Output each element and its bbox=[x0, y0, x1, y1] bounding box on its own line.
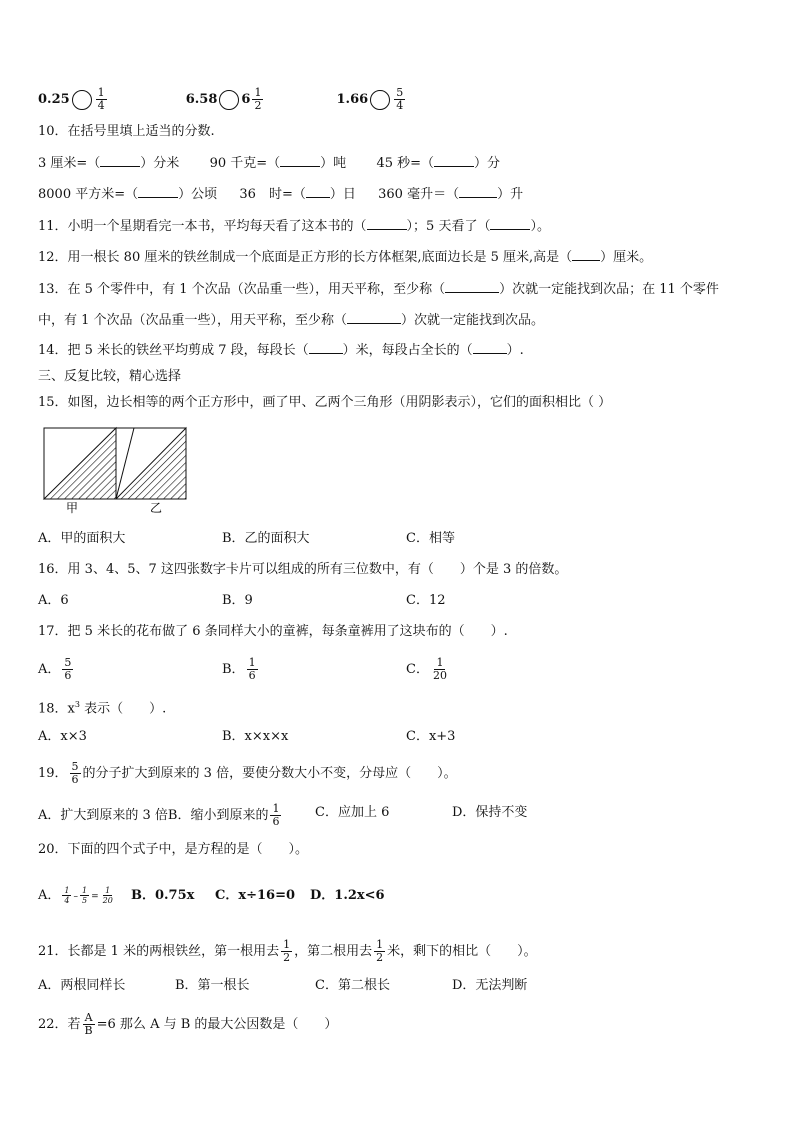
compare-a-left: 0.25 bbox=[38, 92, 70, 107]
compare-c-left: 1.66 bbox=[336, 92, 369, 107]
q10-row2: 8000 平方米=（ ）公顷 36 时=（ ）日 360 毫升＝（ ）升 bbox=[38, 187, 524, 202]
q16-stem: 16．用 3、4、5、7 这四张数字卡片可以组成的所有三位数中，有（ ）个是 3 的倍数。 bbox=[38, 562, 568, 577]
q13-line1: 13．在 5 个零件中，有 1 个次品（次品重一些），用天平称，至少称（ ）次就一定能找到次品；在 11 个零件 bbox=[38, 282, 719, 297]
triangle-yi bbox=[116, 428, 186, 499]
q10-stem: 10．在括号里填上适当的分数. bbox=[38, 124, 215, 139]
compare-row: 0.25 $\frac{1}{4}$ 6.58 6 $\frac{1}{2}$ 1.66 $\frac{5}{4}$ bbox=[38, 86, 404, 112]
q21-option-d[interactable]: D．无法判断 bbox=[452, 978, 528, 993]
compare-circle-a[interactable] bbox=[72, 90, 92, 110]
q20-option-a[interactable]: A． $\frac{1}{4}$ – $\frac{1}{5}$ = $\frac{1}{20}$ bbox=[38, 886, 113, 905]
q16-option-c[interactable]: C．12 bbox=[406, 593, 446, 608]
label-jia: 甲 bbox=[66, 501, 79, 515]
answer-blank[interactable] bbox=[473, 341, 507, 354]
q18-option-b[interactable]: B．x×x×x bbox=[222, 729, 289, 744]
q16-option-a[interactable]: A．6 bbox=[38, 593, 69, 608]
q15-option-a[interactable]: A．甲的面积大 bbox=[38, 531, 126, 546]
q19-option-c[interactable]: C．应加上 6 bbox=[315, 805, 390, 820]
q14: 14．把 5 米长的铁丝平均剪成 7 段，每段长（ ）米，每段占全长的（ ）. bbox=[38, 343, 524, 358]
q20-option-c[interactable]: C．x÷16=0 bbox=[215, 888, 296, 903]
q21-option-a[interactable]: A．两根同样长 bbox=[38, 978, 126, 993]
q10-row1: 3 厘米=（ ）分米 90 千克=（ ）吨 45 秒=（ ）分 bbox=[38, 156, 501, 171]
q19-option-d[interactable]: D．保持不变 bbox=[452, 805, 528, 820]
answer-blank[interactable] bbox=[138, 185, 178, 198]
q17-option-a[interactable]: A． $\frac{5}{6}$ bbox=[38, 656, 72, 682]
q21-option-b[interactable]: B．第一根长 bbox=[175, 978, 250, 993]
q15-option-c[interactable]: C．相等 bbox=[406, 531, 455, 546]
q11: 11．小明一个星期看完一本书，平均每天看了这本书的（ ）；5 天看了（ ）。 bbox=[38, 219, 550, 234]
answer-blank[interactable] bbox=[306, 185, 330, 198]
q19-stem: 19． $\frac{5}{6}$ 的分子扩大到原来的 3 倍，要使分数大小不变，分母应（ ）。 bbox=[38, 760, 457, 786]
compare-circle-b[interactable] bbox=[219, 90, 239, 110]
answer-blank[interactable] bbox=[445, 280, 499, 293]
compare-b-left: 6.58 bbox=[185, 92, 218, 107]
answer-blank[interactable] bbox=[280, 154, 320, 167]
q18-option-c[interactable]: C．x+3 bbox=[406, 729, 456, 744]
q22-stem: 22．若 $\frac{A}{B}$ =6 那么 A 与 B 的最大公因数是（ ） bbox=[38, 1011, 338, 1037]
q16-option-b[interactable]: B．9 bbox=[222, 593, 253, 608]
answer-blank[interactable] bbox=[347, 311, 401, 324]
q15-figure bbox=[40, 424, 190, 516]
answer-blank[interactable] bbox=[100, 154, 140, 167]
q21-option-c[interactable]: C．第二根长 bbox=[315, 978, 390, 993]
q17-option-b[interactable]: B． $\frac{1}{6}$ bbox=[222, 656, 256, 682]
q17-stem: 17．把 5 米长的花布做了 6 条同样大小的童裤，每条童裤用了这块布的（ ）. bbox=[38, 624, 508, 639]
section-heading: 三、反复比较，精心选择 bbox=[38, 369, 182, 384]
q21-stem: 21．长都是 1 米的两根铁丝，第一根用去 $\frac{1}{2}$ ，第二根用去 $\frac{1}{2}$ 米，剩下的相比（ ）。 bbox=[38, 938, 537, 964]
answer-blank[interactable] bbox=[459, 185, 497, 198]
q20-option-d[interactable]: D．1.2x<6 bbox=[310, 888, 385, 903]
q12: 12．用一根长 80 厘米的铁丝制成一个底面是正方形的长方体框架,底面边长是 5 厘米,高是（ ）厘米。 bbox=[38, 250, 653, 265]
q20-option-b[interactable]: B．0.75x bbox=[131, 888, 195, 903]
q18-option-a[interactable]: A．x×3 bbox=[38, 729, 87, 744]
compare-circle-c[interactable] bbox=[370, 90, 390, 110]
q17-option-c[interactable]: C． $\frac{1}{20}$ bbox=[406, 656, 447, 682]
answer-blank[interactable] bbox=[309, 341, 343, 354]
q18-stem: 18．$x^3$ 表示（ ）. bbox=[38, 700, 167, 717]
answer-blank[interactable] bbox=[434, 154, 474, 167]
q13-line2: 中，有 1 个次品（次品重一些），用天平称，至少称（ ）次就一定能找到次品。 bbox=[38, 313, 545, 328]
answer-blank[interactable] bbox=[572, 248, 600, 261]
answer-blank[interactable] bbox=[490, 217, 530, 230]
q19-option-ab[interactable]: A．扩大到原来的 3 倍B．缩小到原来的 $\frac{1}{6}$ bbox=[38, 802, 280, 828]
triangle-jia bbox=[44, 428, 116, 499]
q20-stem: 20．下面的四个式子中，是方程的是（ ）。 bbox=[38, 842, 309, 857]
answer-blank[interactable] bbox=[367, 217, 407, 230]
q15-stem: 15．如图，边长相等的两个正方形中，画了甲、乙两个三角形（用阴影表示），它们的面积相比（ ） bbox=[38, 395, 612, 410]
q15-option-b[interactable]: B．乙的面积大 bbox=[222, 531, 310, 546]
label-yi: 乙 bbox=[150, 501, 163, 515]
